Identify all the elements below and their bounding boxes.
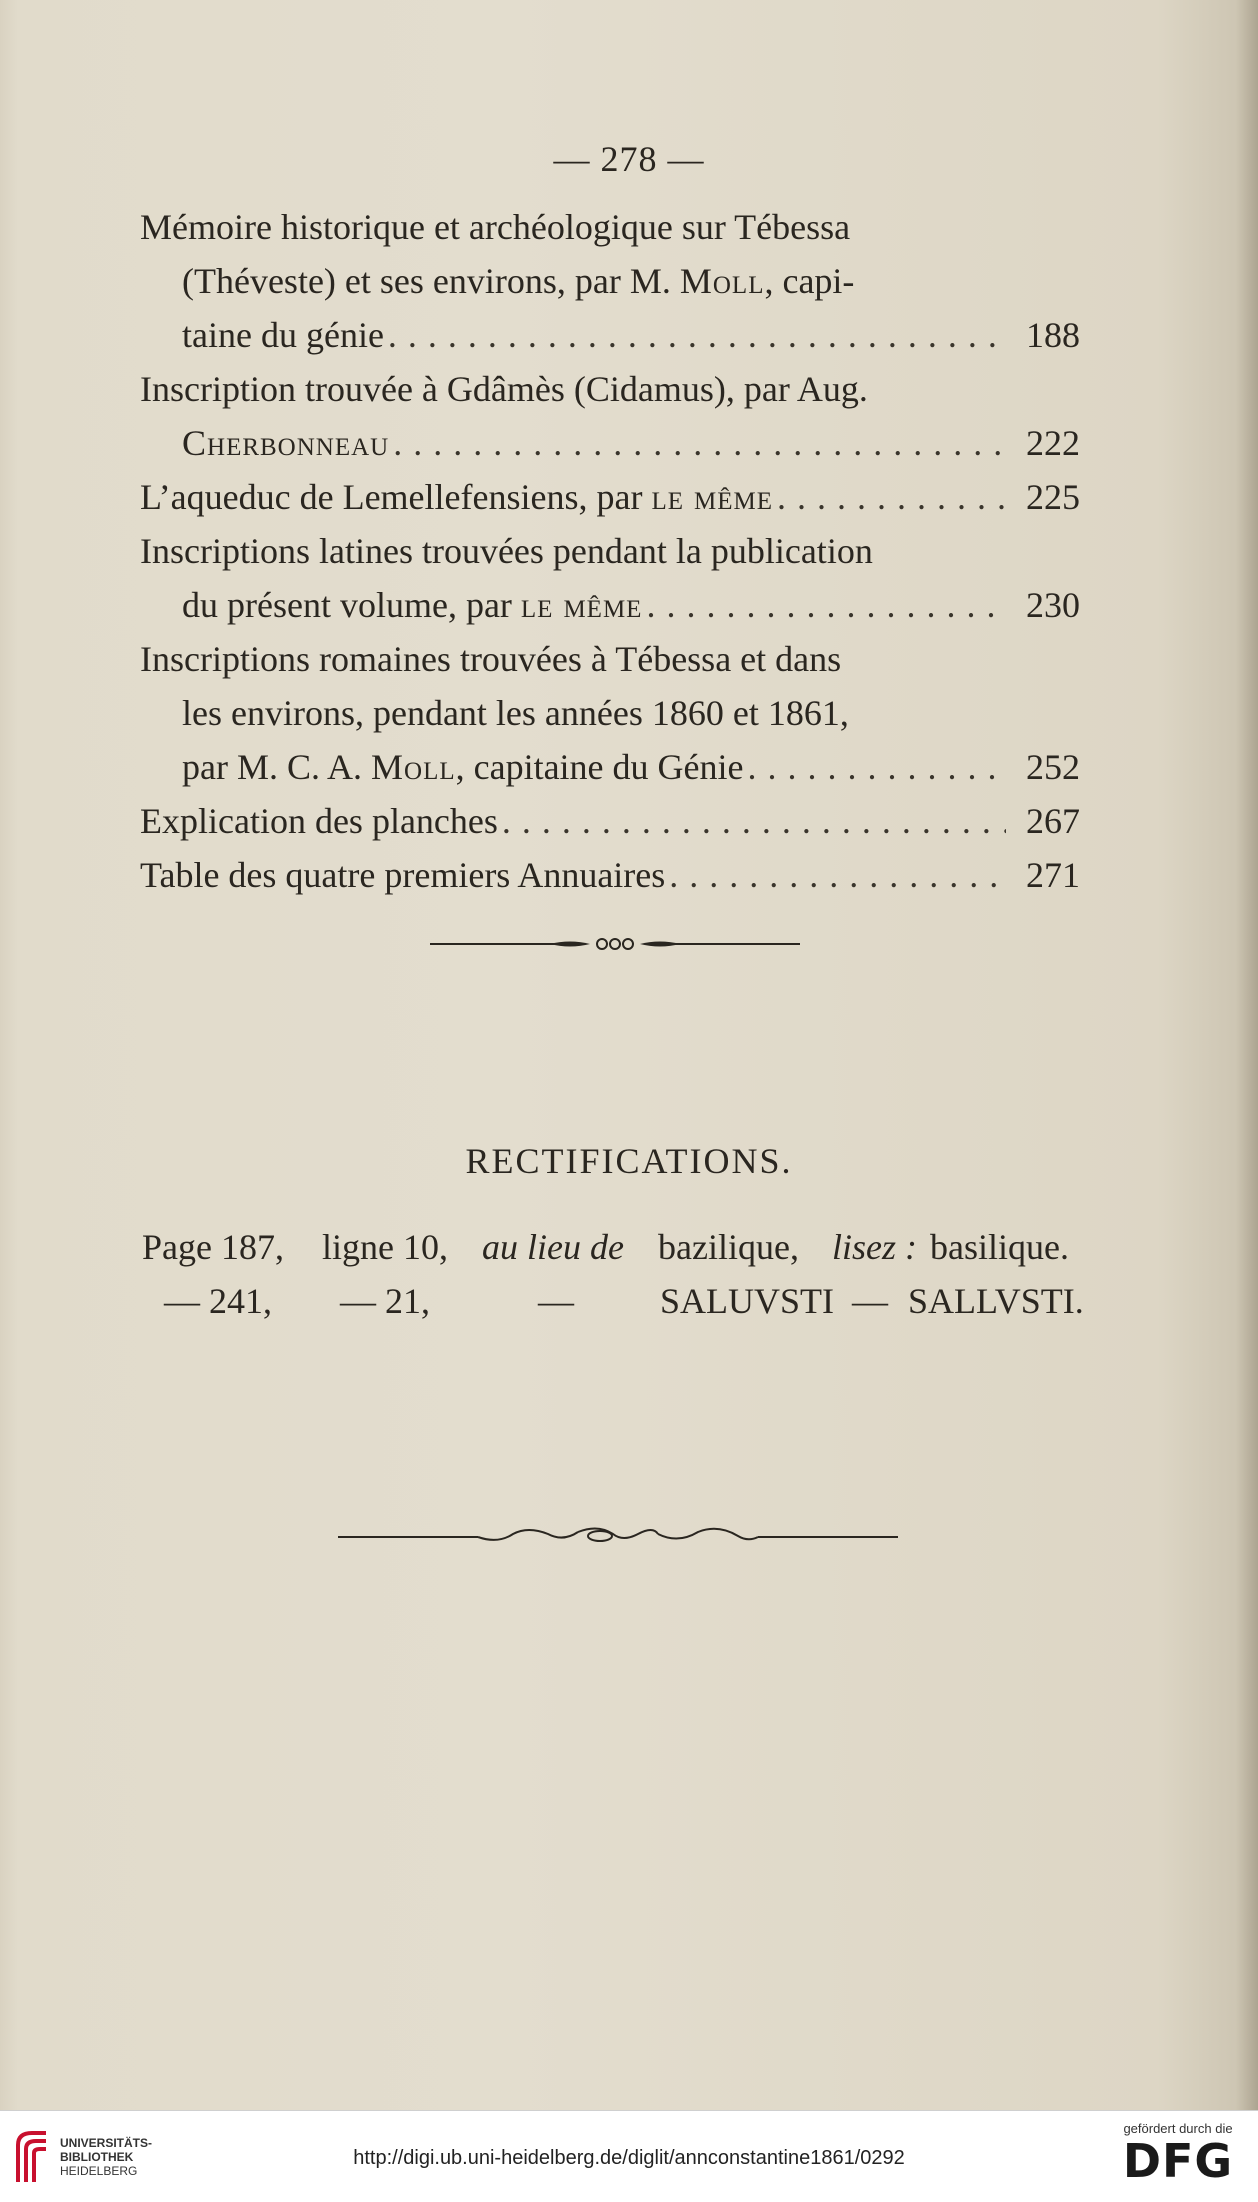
dot-leader [393, 416, 1006, 470]
rect-page: — 241, [164, 1281, 272, 1321]
toc-entry-title-end: du présent volume, par le même [182, 585, 643, 625]
rect-line: — 21, [340, 1281, 430, 1321]
toc-page-number: 267 [1026, 801, 1080, 841]
toc-entry-last-line [140, 416, 1080, 470]
rect-wrong: bazilique, [658, 1227, 799, 1267]
toc-entry-title: L’aqueduc de Lemellefensiens, par le même [140, 477, 773, 517]
rect-read: — [852, 1281, 888, 1321]
library-line: BIBLIOTHEK [60, 2150, 134, 2164]
toc-entry [140, 200, 1080, 362]
toc-entry-line: les environs, pendant les années 1860 et 1861, [182, 693, 849, 733]
funded-by-text: gefördert durch die [1123, 2121, 1233, 2136]
toc-entry-last-line [140, 848, 1080, 902]
dot-leader [748, 740, 1007, 794]
toc-entry-last-line [140, 578, 1080, 632]
rectifications-list [140, 1220, 1100, 1328]
funder-logo[interactable] [1108, 2121, 1248, 2186]
rectification-row [140, 1274, 1100, 1328]
dfg-logo: DFG [1122, 2134, 1234, 2188]
dot-leader [502, 794, 1006, 848]
rect-right: basilique. [930, 1227, 1069, 1267]
ornament-flourish [338, 1522, 898, 1552]
permalink-url[interactable]: http://digi.ub.uni-heidelberg.de/diglit/annconstantine1861/0292 [353, 2147, 905, 2169]
toc-entry-last-line [140, 470, 1080, 524]
rectification-row [140, 1220, 1100, 1274]
toc-entry-line: Inscriptions romaines trouvées à Tébessa et dans [140, 639, 842, 679]
toc-entry-title: Explication des planches [140, 801, 498, 841]
toc-entry [140, 470, 1080, 524]
toc-page-number: 252 [1026, 747, 1080, 787]
toc-entry-title-end: Cherbonneau [182, 423, 390, 463]
toc-page-number: 271 [1026, 855, 1080, 895]
library-line: HEIDELBERG [60, 2164, 138, 2178]
footer-bar [0, 2110, 1258, 2202]
toc-entry [140, 794, 1080, 848]
dot-leader [646, 578, 1006, 632]
toc-entry-line: Mémoire historique et archéologique sur Tébessa [140, 207, 851, 247]
page-number: — 278 — [553, 139, 705, 179]
table-of-contents [140, 200, 1080, 902]
ornament-divider [430, 934, 800, 954]
toc-entry [140, 848, 1080, 902]
toc-page-number: 225 [1026, 477, 1080, 517]
toc-entry-line: Inscription trouvée à Gdâmès (Cidamus), par Aug. [140, 369, 868, 409]
toc-entry-title: Table des quatre premiers Annuaires [140, 855, 666, 895]
toc-entry-last-line [140, 740, 1080, 794]
library-line: UNIVERSITÄTS- [60, 2136, 153, 2150]
rect-right: SALLVSTI. [908, 1281, 1084, 1321]
toc-entry [140, 632, 1080, 794]
rectifications-title: RECTIFICATIONS. [465, 1141, 793, 1181]
toc-page-number: 222 [1026, 423, 1080, 463]
rect-wrong: SALUVSTI [660, 1281, 835, 1321]
toc-page-number: 188 [1026, 315, 1080, 355]
toc-page-number: 230 [1026, 585, 1080, 625]
dot-leader [669, 848, 1006, 902]
toc-entry [140, 362, 1080, 470]
rect-instead: — [538, 1281, 574, 1321]
toc-entry [140, 524, 1080, 632]
toc-entry-last-line [140, 308, 1080, 362]
toc-entry-line: Inscriptions latines trouvées pendant la publication [140, 531, 873, 571]
dot-leader [388, 308, 1006, 362]
toc-entry-last-line [140, 794, 1080, 848]
toc-entry-line: (Théveste) et ses environs, par M. Moll, capi- [182, 261, 855, 301]
dot-leader [777, 470, 1006, 524]
rect-instead: au lieu de [482, 1227, 624, 1267]
rect-read: lisez : [832, 1227, 917, 1267]
toc-entry-title-end: taine du génie [182, 315, 384, 355]
rect-line: ligne 10, [322, 1227, 448, 1267]
rect-page: Page 187, [142, 1227, 284, 1267]
toc-entry-title-end: par M. C. A. Moll, capitaine du Génie [182, 747, 744, 787]
page-edge-shadow [1236, 0, 1258, 2110]
